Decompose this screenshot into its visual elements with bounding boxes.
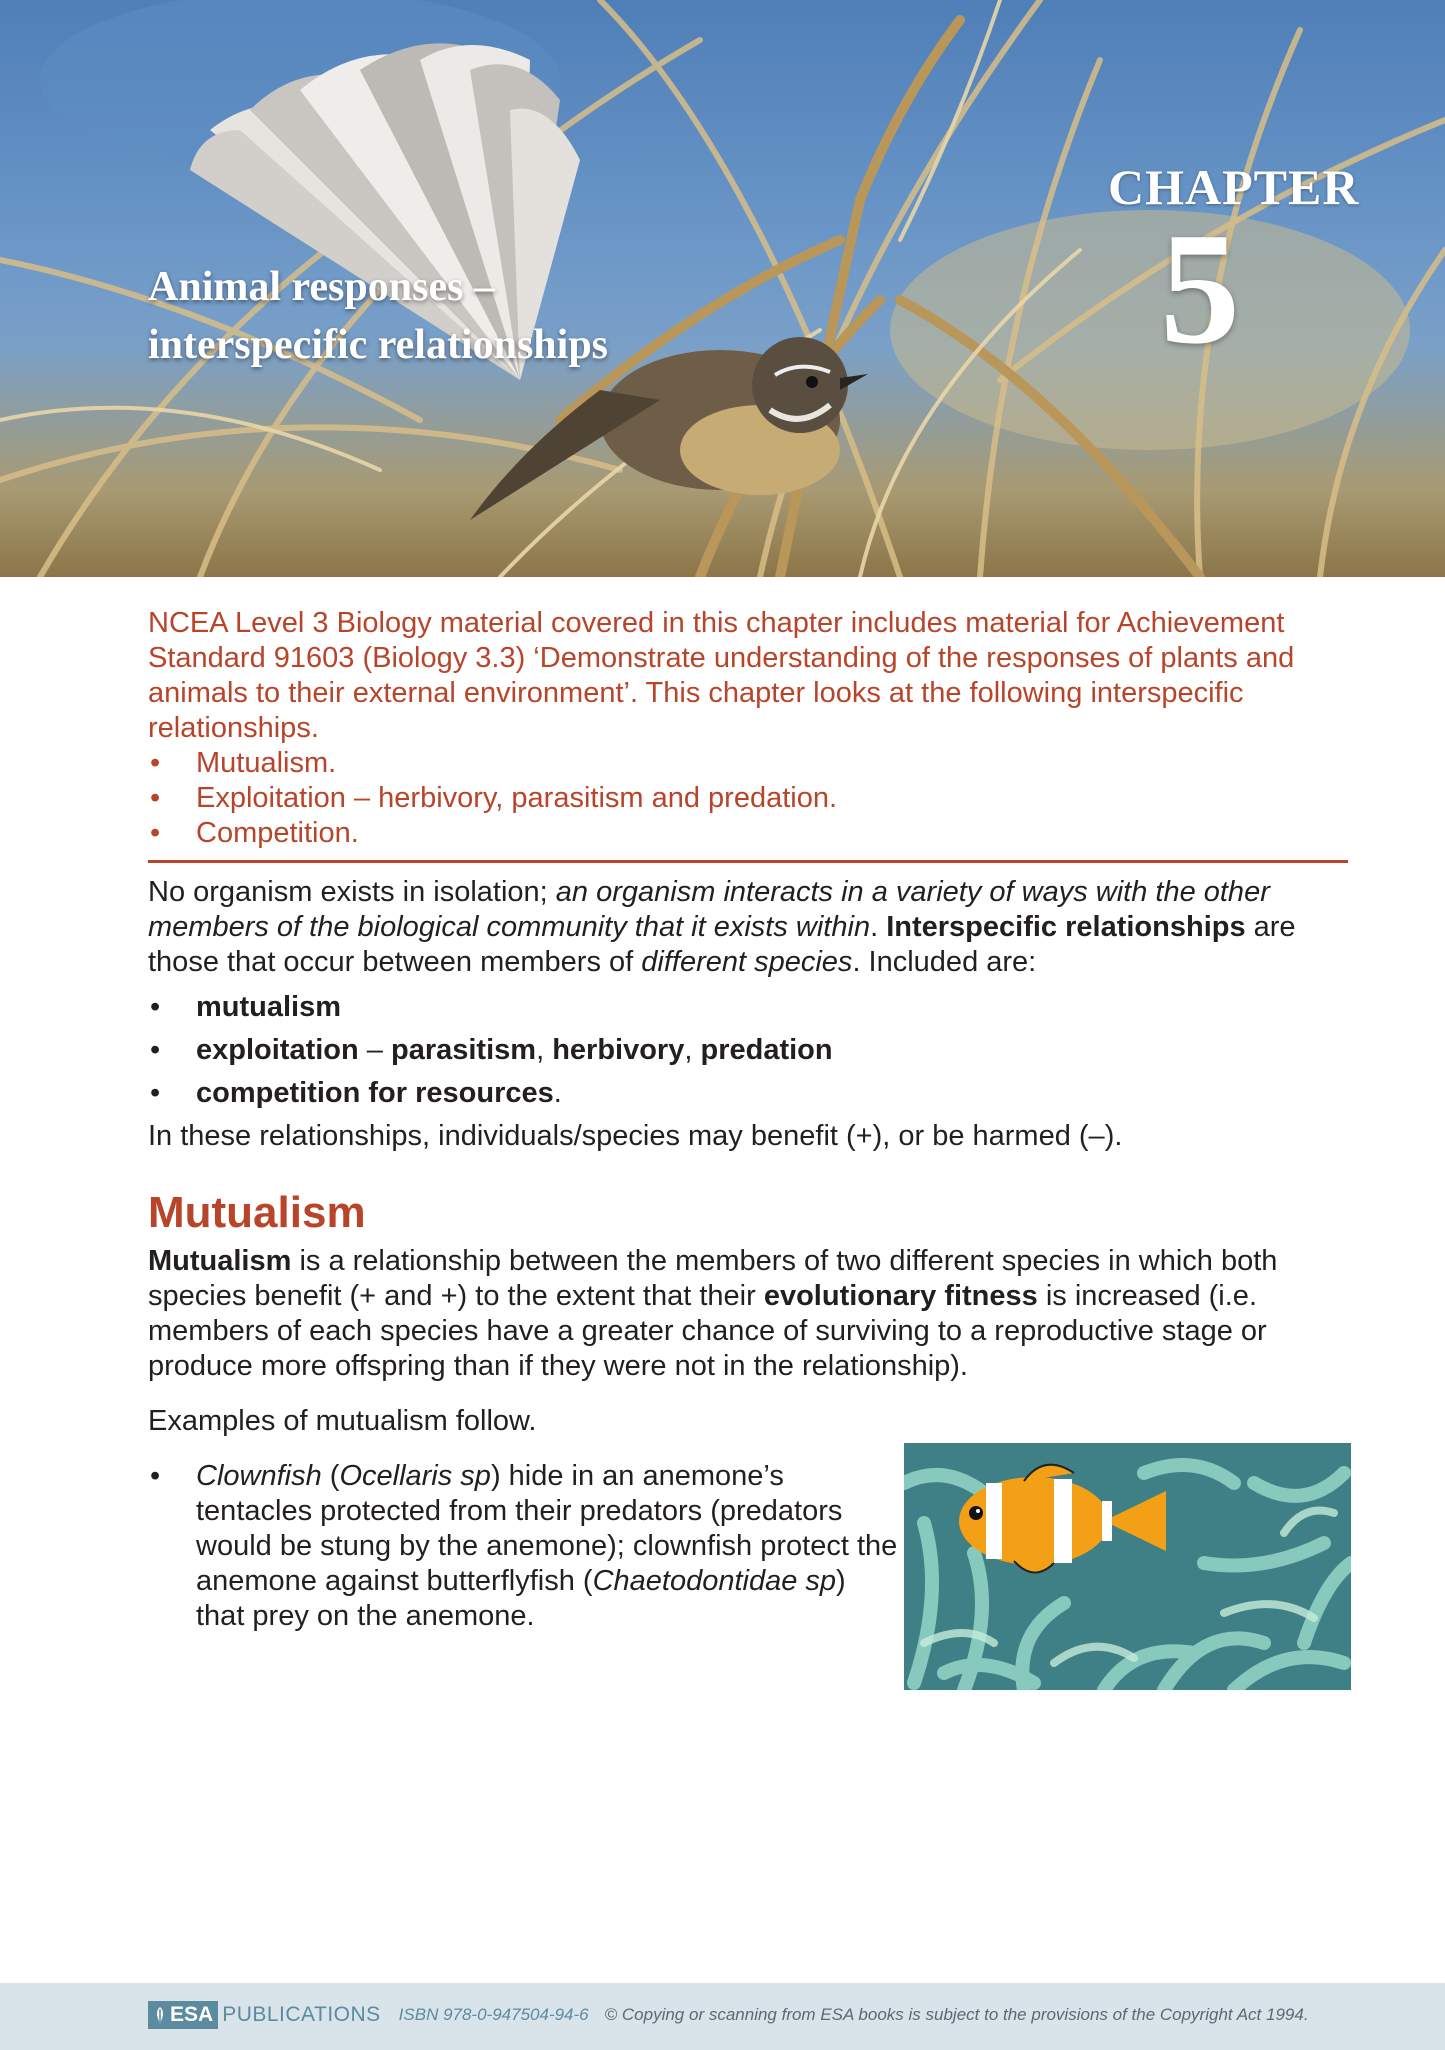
section-divider — [148, 860, 1348, 863]
page-footer — [0, 1983, 1445, 2050]
examples-intro: Examples of mutualism follow. — [148, 1405, 537, 1437]
leaf-icon — [153, 2006, 167, 2024]
clownfish-text: • Clownfish (Ocellaris sp) hide in an anemone’s tentacles protected from their predators (predators would be stung by the anemone); clownfish protect the anemone against butterflyfish (Chaetodontidae sp) that prey on the anemone. — [148, 1459, 901, 1634]
intro-list — [148, 746, 1348, 851]
chapter-label: CHAPTER — [1108, 159, 1360, 215]
page-content — [148, 606, 1348, 1634]
mutualism-definition: Mutualism is a relationship between the members of two different species in which both species benefit (+ and +) to the extent that their evolutionary fitness is increased (i.e. members of each species have a greater chance of surviving to a reproductive stage or produce more offspring than if they were not in the relationship). — [148, 1245, 1278, 1382]
chapter-title-line-1: Animal responses – — [148, 264, 495, 310]
term-item: • mutualism — [148, 990, 1348, 1025]
overview-paragraph: No organism exists in isolation; an organism interacts in a variety of ways with the other members of the biological community that it exists within. Interspecific relationships are those that occur between members of different species. Included are: — [148, 876, 1296, 978]
chapter-intro — [148, 606, 1348, 851]
copyright-notice: © Copying or scanning from ESA books is subject to the provisions of the Copyright Act 1994. — [604, 2005, 1309, 2024]
intro-text: NCEA Level 3 Biology material covered in this chapter includes material for Achievement Standard 91603 (Biology 3.3) ‘Demonstrate understanding of the responses of plants and animals to their external environment’. This chapter looks at the following interspecific relationships. — [148, 607, 1295, 744]
intro-bullet: • Mutualism. — [148, 746, 1348, 781]
esa-logo — [148, 2001, 218, 2029]
clownfish-example — [148, 1459, 1348, 1634]
term-item: • competition for resources. — [148, 1076, 1348, 1111]
isbn: ISBN 978-0-947504-94-6 — [398, 2005, 589, 2024]
clownfish-photo — [904, 1443, 1351, 1690]
chapter-title-line-2: interspecific relationships — [148, 322, 609, 368]
intro-bullet: • Exploitation – herbivory, parasitism and predation. — [148, 781, 1348, 816]
chapter-title — [148, 258, 748, 374]
intro-bullet: • Competition. — [148, 816, 1348, 851]
chapter-number: 5 — [1160, 199, 1240, 377]
overview-closing: In these relationships, individuals/species may benefit (+), or be harmed (–). — [148, 1120, 1123, 1152]
relationship-list — [148, 990, 1348, 1111]
chapter-banner — [0, 0, 1445, 577]
term-item: • exploitation – parasitism, herbivory, predation — [148, 1033, 1348, 1068]
publisher-name: PUBLICATIONS — [222, 2003, 381, 2026]
logo-text: ESA — [170, 2003, 214, 2026]
section-heading-mutualism: Mutualism — [148, 1188, 366, 1237]
